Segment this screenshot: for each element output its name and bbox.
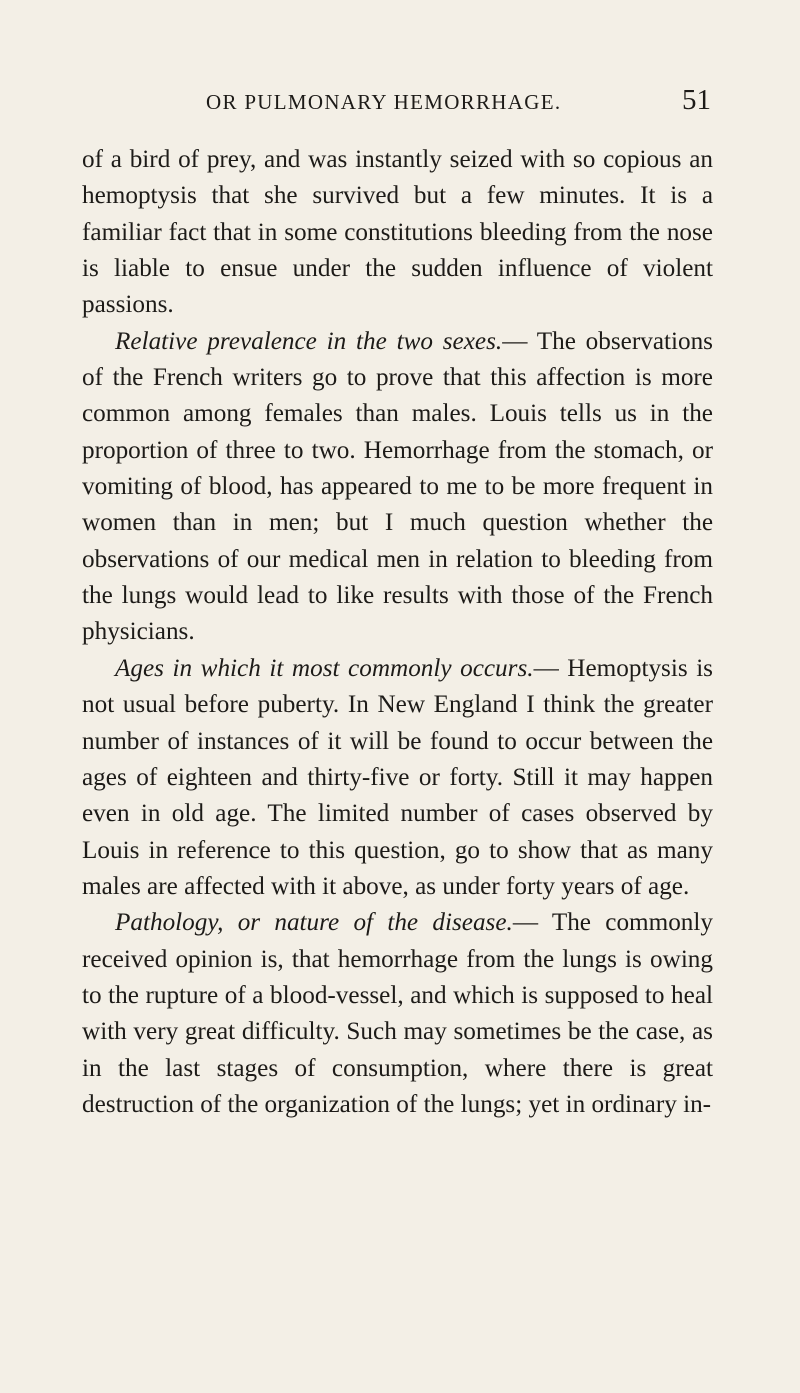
paragraph-text: — Hemoptysis is not usual before puberty. In New England I think the greater number of instances of it will be found to occur between the ages of eighteen and thirty-five or forty. Still it may happen even in old age. The limited number of cases observed by Louis in reference to this question, go to show that as many males are affected with it above, as under forty years of age. xyxy=(82,654,713,900)
section-heading-relative-prevalence: Relative prevalence in the two sexes. xyxy=(115,327,503,355)
paragraph-text: — The observations of the French writers go to prove that this affection is more common among females than males. Louis tells us in the proportion of three to two. Hemorrhage from the stomach, or vomiting of blood, has appeared to me to be more frequent in women than in men; but I much question whether the observations of our medical men in relation to bleeding from the lungs would lead to like results with those of the French physicians. xyxy=(82,327,713,646)
section-heading-ages: Ages in which it most commonly occurs. xyxy=(115,654,534,682)
paragraph-pathology xyxy=(82,905,713,1123)
paragraph-ages xyxy=(82,651,713,905)
section-heading-pathology: Pathology, or nature of the disease. xyxy=(115,909,513,937)
paragraph-relative-prevalence xyxy=(82,324,713,651)
running-head xyxy=(206,84,711,120)
paragraph-bird-of-prey xyxy=(82,142,713,324)
running-title: OR PULMONARY HEMORRHAGE. xyxy=(206,90,562,114)
paragraph-text: — The commonly received opinion is, that hemorrhage from the lungs is owing to the rupture of a blood-vessel, and which is supposed to heal with very great difficulty. Such may sometimes be the case, as in the last stages of consumption, where there is great destruction of the organization of the lungs; yet in ordinary in- xyxy=(82,909,713,1118)
page-number: 51 xyxy=(682,84,711,116)
paragraph-text: of a bird of prey, and was instantly seized with so copious an hemoptysis that she survived but a few minutes. It is a familiar fact that in some constitutions bleeding from the nose is liable to ensue under the sudden influence of violent passions. xyxy=(82,146,713,319)
body-text xyxy=(82,142,713,1123)
